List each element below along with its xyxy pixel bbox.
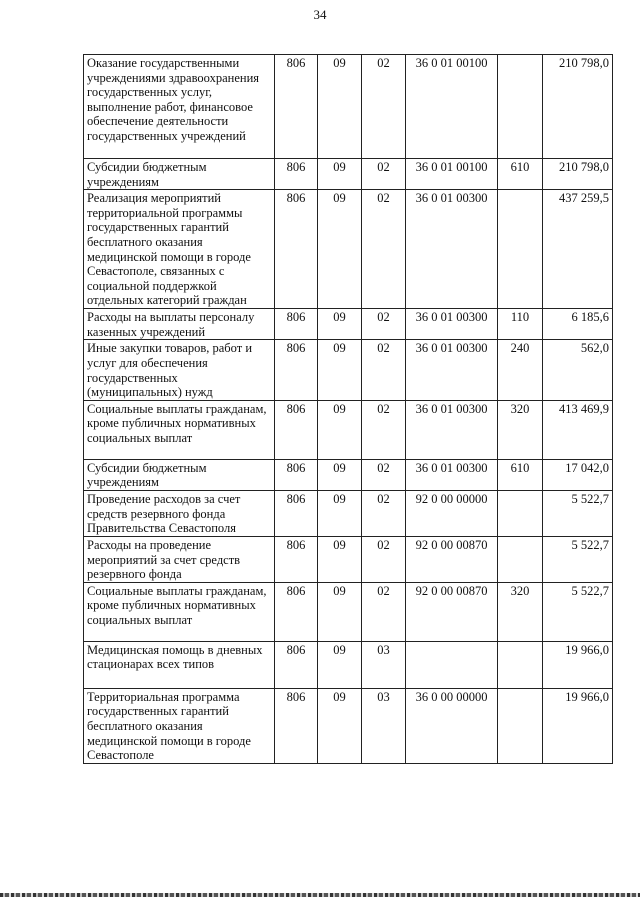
subsection-code-cell: 02 (362, 309, 406, 340)
amount-cell: 17 042,0 (543, 459, 613, 490)
subsection-code-cell: 02 (362, 536, 406, 582)
target-code-cell: 36 0 01 00300 (406, 459, 498, 490)
amount-cell: 413 469,9 (543, 400, 613, 459)
admin-code-cell: 806 (275, 459, 318, 490)
expense-type-cell: 320 (498, 400, 543, 459)
expense-type-cell (498, 190, 543, 309)
amount-cell: 6 185,6 (543, 309, 613, 340)
admin-code-cell: 806 (275, 400, 318, 459)
expense-type-cell (498, 55, 543, 159)
amount-cell: 5 522,7 (543, 490, 613, 536)
target-code-cell (406, 641, 498, 688)
table-row (84, 459, 613, 490)
subsection-code-cell: 02 (362, 490, 406, 536)
admin-code-cell: 806 (275, 309, 318, 340)
section-code-cell: 09 (318, 190, 362, 309)
target-code-cell: 36 0 01 00300 (406, 400, 498, 459)
admin-code-cell: 806 (275, 190, 318, 309)
expense-name-cell: Расходы на проведение мероприятий за счет средств резервного фонда (84, 536, 275, 582)
expense-type-cell: 610 (498, 459, 543, 490)
expense-name-cell: Расходы на выплаты персоналу казенных учреждений (84, 309, 275, 340)
amount-cell: 19 966,0 (543, 641, 613, 688)
expense-type-cell (498, 536, 543, 582)
section-code-cell: 09 (318, 536, 362, 582)
expense-name-cell: Социальные выплаты гражданам, кроме публичных нормативных социальных выплат (84, 582, 275, 641)
table-row (84, 190, 613, 309)
amount-cell: 19 966,0 (543, 688, 613, 763)
amount-cell: 210 798,0 (543, 159, 613, 190)
target-code-cell: 36 0 01 00100 (406, 159, 498, 190)
expense-name-cell: Субсидии бюджетным учреждениям (84, 159, 275, 190)
target-code-cell: 92 0 00 00870 (406, 536, 498, 582)
subsection-code-cell: 02 (362, 159, 406, 190)
section-code-cell: 09 (318, 309, 362, 340)
expense-name-cell: Медицинская помощь в дневных стационарах всех типов (84, 641, 275, 688)
amount-cell: 437 259,5 (543, 190, 613, 309)
scan-edge-artifact (0, 893, 640, 897)
table-row (84, 641, 613, 688)
table-row (84, 688, 613, 763)
amount-cell: 5 522,7 (543, 582, 613, 641)
expense-name-cell: Территориальная программа государственных гарантий бесплатного оказания медицинской помощи в городе Севастополе (84, 688, 275, 763)
admin-code-cell: 806 (275, 536, 318, 582)
admin-code-cell: 806 (275, 159, 318, 190)
admin-code-cell: 806 (275, 340, 318, 400)
expense-type-cell: 110 (498, 309, 543, 340)
table-row (84, 159, 613, 190)
subsection-code-cell: 02 (362, 400, 406, 459)
subsection-code-cell: 03 (362, 641, 406, 688)
section-code-cell: 09 (318, 55, 362, 159)
admin-code-cell: 806 (275, 582, 318, 641)
section-code-cell: 09 (318, 582, 362, 641)
expense-type-cell (498, 641, 543, 688)
section-code-cell: 09 (318, 459, 362, 490)
section-code-cell: 09 (318, 490, 362, 536)
subsection-code-cell: 02 (362, 340, 406, 400)
table-row (84, 582, 613, 641)
table-row (84, 340, 613, 400)
admin-code-cell: 806 (275, 688, 318, 763)
section-code-cell: 09 (318, 159, 362, 190)
subsection-code-cell: 02 (362, 190, 406, 309)
expense-type-cell (498, 490, 543, 536)
target-code-cell: 36 0 01 00300 (406, 340, 498, 400)
section-code-cell: 09 (318, 641, 362, 688)
expense-type-cell (498, 688, 543, 763)
expense-name-cell: Реализация мероприятий территориальной программы государственных гарантий бесплатного оказания медицинской помощи в городе Севастополе, связанных с социальной поддержкой отдельных категорий граждан (84, 190, 275, 309)
budget-table (83, 54, 613, 764)
target-code-cell: 36 0 00 00000 (406, 688, 498, 763)
expense-name-cell: Иные закупки товаров, работ и услуг для обеспечения государственных (муниципальных) нужд (84, 340, 275, 400)
target-code-cell: 36 0 01 00300 (406, 190, 498, 309)
target-code-cell: 92 0 00 00000 (406, 490, 498, 536)
admin-code-cell: 806 (275, 55, 318, 159)
subsection-code-cell: 02 (362, 459, 406, 490)
section-code-cell: 09 (318, 688, 362, 763)
table-row (84, 536, 613, 582)
amount-cell: 562,0 (543, 340, 613, 400)
amount-cell: 210 798,0 (543, 55, 613, 159)
expense-name-cell: Оказание государственными учреждениями здравоохранения государственных услуг, выполнение работ, финансовое обеспечение деятельности государственных учреждений (84, 55, 275, 159)
expense-name-cell: Проведение расходов за счет средств резервного фонда Правительства Севастополя (84, 490, 275, 536)
target-code-cell: 36 0 01 00300 (406, 309, 498, 340)
subsection-code-cell: 02 (362, 582, 406, 641)
amount-cell: 5 522,7 (543, 536, 613, 582)
section-code-cell: 09 (318, 400, 362, 459)
admin-code-cell: 806 (275, 490, 318, 536)
target-code-cell: 92 0 00 00870 (406, 582, 498, 641)
admin-code-cell: 806 (275, 641, 318, 688)
table-row (84, 490, 613, 536)
section-code-cell: 09 (318, 340, 362, 400)
target-code-cell: 36 0 01 00100 (406, 55, 498, 159)
table-row (84, 55, 613, 159)
expense-name-cell: Социальные выплаты гражданам, кроме публичных нормативных социальных выплат (84, 400, 275, 459)
expense-name-cell: Субсидии бюджетным учреждениям (84, 459, 275, 490)
expense-type-cell: 320 (498, 582, 543, 641)
expense-type-cell: 240 (498, 340, 543, 400)
subsection-code-cell: 03 (362, 688, 406, 763)
table-row (84, 400, 613, 459)
table-row (84, 309, 613, 340)
page-number: 34 (313, 7, 327, 22)
subsection-code-cell: 02 (362, 55, 406, 159)
expense-type-cell: 610 (498, 159, 543, 190)
